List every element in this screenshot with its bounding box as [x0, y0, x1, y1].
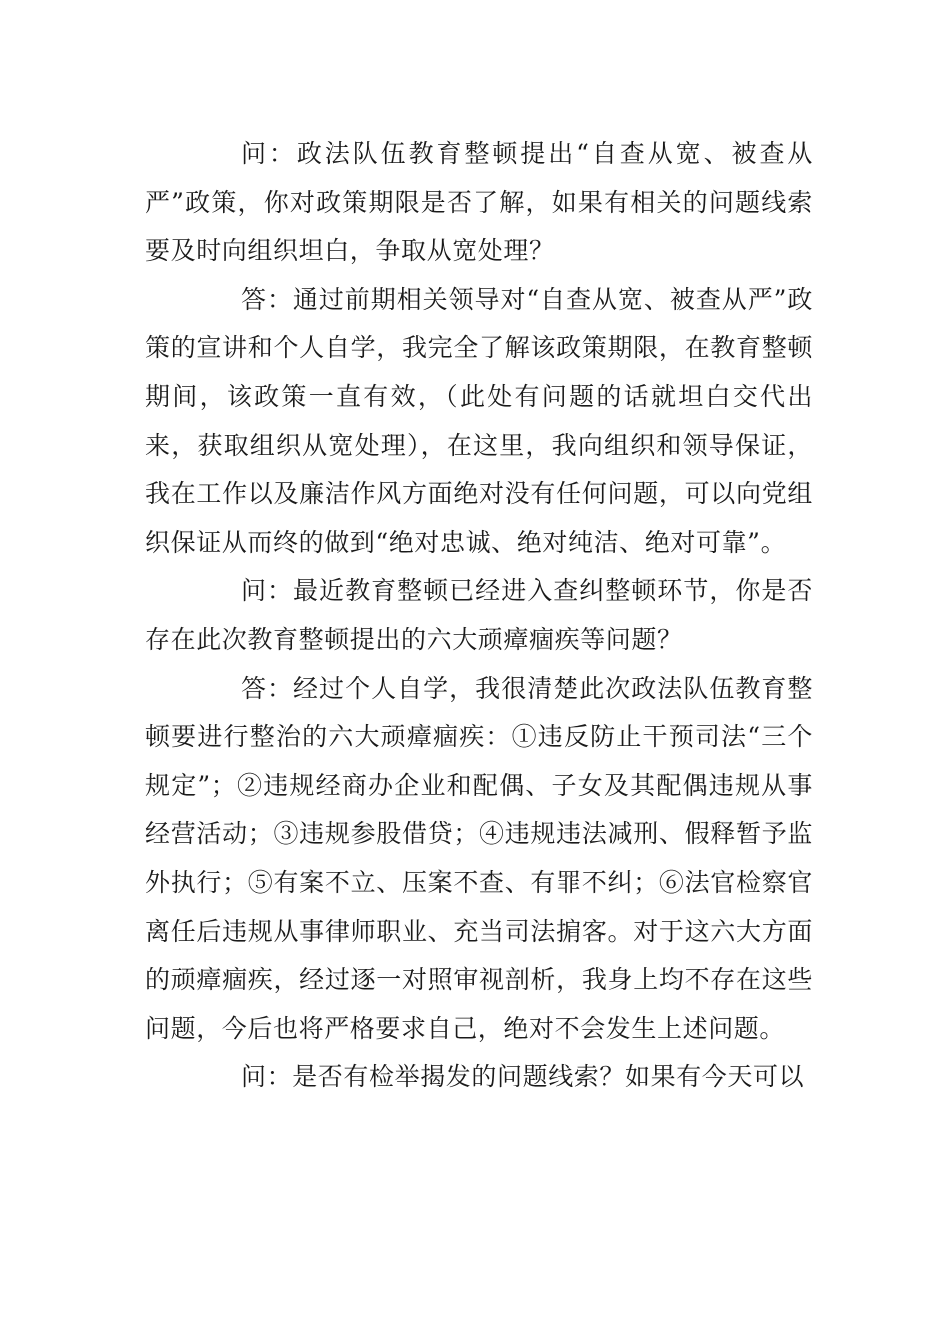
paragraph-question-3: 问：是否有检举揭发的问题线索？如果有今天可以	[241, 1062, 805, 1092]
paragraph-question-2: 问：最近教育整顿已经进入查纠整顿环节，你是否存在此次教育整顿提出的六大顽瘴痼疾等问题？	[145, 576, 813, 654]
paragraph-answer-2: 答：经过个人自学，我很清楚此次政法队伍教育整顿要进行整治的六大顽瘴痼疾：①违反防止干预司法“三个规定”；②违规经商办企业和配偶、子女及其配偶违规从事经营活动；③违规参股借贷；④违规违法减刑、假释暂予监外执行；⑤有案不立、压案不查、有罪不纠；⑥法官检察官离任后违规从事律师职业、充当司法掮客。对于这六大方面的顽瘴痼疾，经过逐一对照审视剖析，我身上均不存在这些问题，今后也将严格要求自己，绝对不会发生上述问题。	[145, 673, 813, 1043]
document-body	[145, 130, 813, 1102]
paragraph-question-1: 问：政法队伍教育整顿提出“自查从宽、被查从严”政策，你对政策期限是否了解，如果有相关的问题线索要及时向组织坦白，争取从宽处理？	[145, 139, 813, 266]
paragraph-answer-1: 答：通过前期相关领导对“自查从宽、被查从严”政策的宣讲和个人自学，我完全了解该政策期限，在教育整顿期间，该政策一直有效，（此处有问题的话就坦白交代出来，获取组织从宽处理），在这里，我向组织和领导保证，我在工作以及廉洁作风方面绝对没有任何问题，可以向党组织保证从而终的做到“绝对忠诚、绝对纯洁、绝对可靠”。	[145, 284, 813, 557]
